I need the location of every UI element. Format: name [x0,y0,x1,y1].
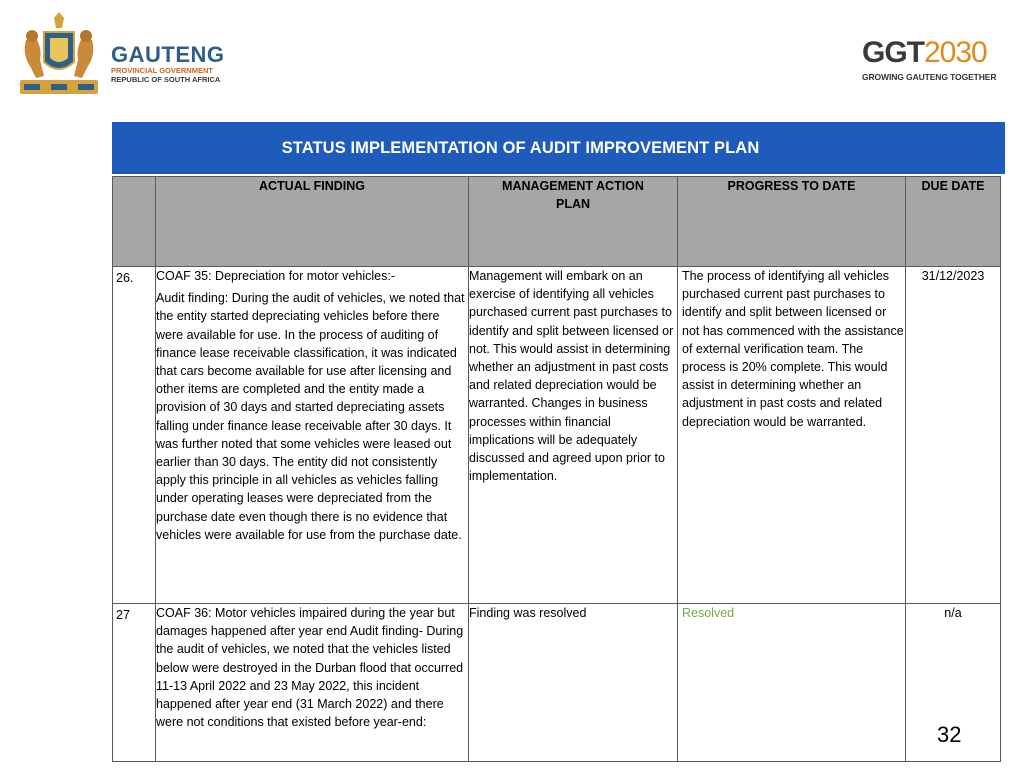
page-number: 32 [937,722,962,747]
title-banner [112,122,1005,174]
brand-right: 2030 [924,36,987,69]
action-plan-cell: Finding was resolved [469,604,678,762]
org-sub-1: PROVINCIAL GOVERNMENT [111,66,213,75]
column-header-number [113,177,156,267]
brand-tagline: GROWING GAUTENG TOGETHER [862,72,997,82]
progress-cell: The process of identifying all vehicles purchased current past purchases to identify and split between licensed or not has commenced with the assistance of external verification team. The process is 20% complete. This would assist in determining whether an adjustment in past costs and related depreciation would be warranted. [678,267,906,604]
column-header-due-date: DUE DATE [906,177,1001,267]
row-number: 27 [113,604,156,762]
column-header-action-plan [469,177,678,267]
finding-body: Audit finding: During the audit of vehicles, we noted that the entity started depreciating vehicles before there were available for use. In the process of auditing of finance lease receivable classification, it was indicated that cars become available for use after licensing and other items are completed and the entity made a provision of 30 days and started depreciating assets falling under finance lease receivable after 30 days. It was further noted that some vehicles were leased out earlier than 30 days. The entity did not consistently apply this principle in all vehicles as vehicles falling under operating leases were depreciated from the purchase date even though there is no evidence that vehicles were available for use from the purchase date. [156,291,465,542]
page-title: STATUS IMPLEMENTATION OF AUDIT IMPROVEMENT PLAN [281,138,760,157]
finding-cell: COAF 36: Motor vehicles impaired during the year but damages happened after year end Audit finding- During the audit of vehicles, we noted that the vehicles listed below were destroyed in the Durban flood that occurred 11-13 April 2022 and 23 May 2022, this incident happened after year end (31 March 2022) and there were not conditions that existed before year-end: [156,604,469,762]
column-header-action-plan-text: MANAGEMENT ACTION PLAN [502,179,644,212]
column-header-progress: PROGRESS TO DATE [678,177,906,267]
row-number: 26. [113,267,156,604]
finding-cell [156,267,469,604]
coat-of-arms-icon [14,10,104,98]
finding-title: COAF 35: Depreciation for motor vehicles:- [156,269,395,283]
progress-cell: Resolved [678,604,906,762]
column-header-finding: ACTUAL FINDING [156,177,469,267]
org-sub-2: REPUBLIC OF SOUTH AFRICA [111,75,221,84]
due-date-cell: n/a [906,604,1001,762]
table-header-row [113,177,1001,267]
gauteng-logo [14,10,225,100]
brand-left: GGT [862,36,924,69]
ggt2030-logo [862,38,1002,92]
table-row [113,604,1001,762]
due-date-cell: 31/12/2023 [906,267,1001,604]
table-row [113,267,1001,604]
action-plan-cell: Management will embark on an exercise of identifying all vehicles purchased current past purchases to identify and split between licensed or not. This would assist in determining whether an adjustment in past costs and related depreciation would be warranted. Changes in business processes within financial implications will be adequately discussed and agreed upon prior to implementation. [469,267,678,604]
org-name: GAUTENG [111,42,225,67]
audit-plan-table [112,176,1001,762]
